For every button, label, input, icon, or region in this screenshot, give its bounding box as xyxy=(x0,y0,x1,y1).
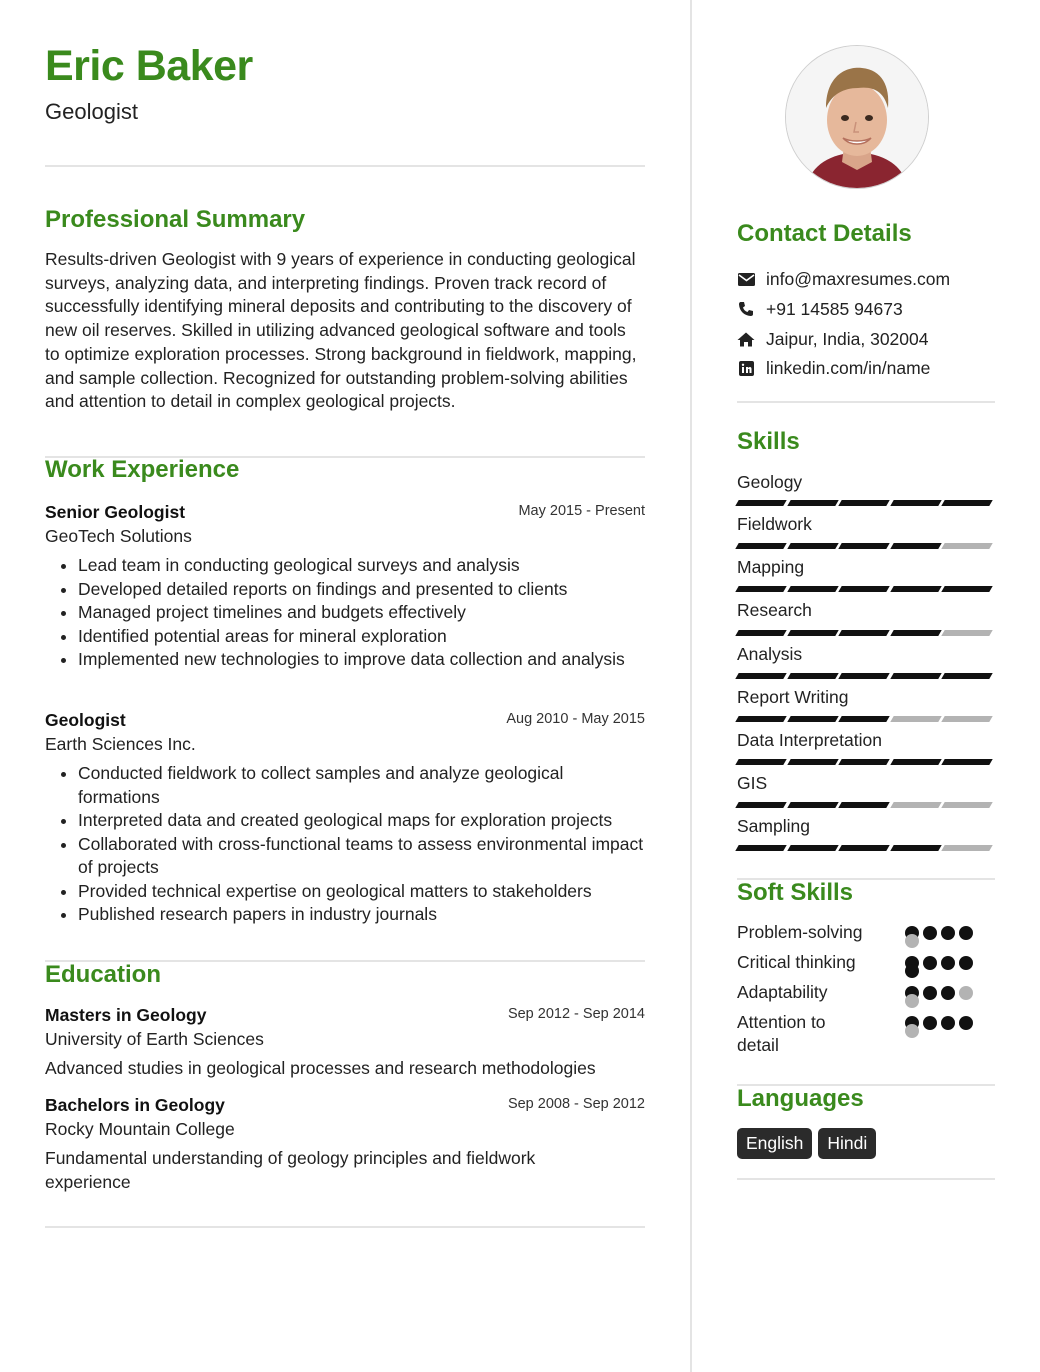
skill-bar-segment xyxy=(890,500,941,506)
skill-level-bar xyxy=(737,500,991,506)
soft-skill-dot xyxy=(959,956,973,970)
candidate-title: Geologist xyxy=(45,99,138,124)
skill-bar-segment xyxy=(838,716,889,722)
skill-bar-segment xyxy=(942,586,993,592)
soft-skill-dot xyxy=(905,934,919,948)
skill-item xyxy=(737,513,995,535)
skill-level-bar xyxy=(737,716,991,722)
soft-skill-name: Adaptability xyxy=(737,982,828,1002)
skill-bar-segment xyxy=(787,500,838,506)
home-icon xyxy=(737,330,755,348)
skill-bar-segment xyxy=(942,845,993,851)
linkedin-icon xyxy=(737,359,755,377)
skill-bar-segment xyxy=(838,586,889,592)
education-heading: Education xyxy=(45,961,162,988)
job-dates: May 2015 - Present xyxy=(518,503,645,519)
contact-address xyxy=(737,327,929,351)
language-tag: Hindi xyxy=(818,1128,876,1159)
contact-heading: Contact Details xyxy=(737,220,912,247)
job-entry xyxy=(45,708,645,927)
skill-bar-segment xyxy=(787,586,838,592)
skill-bar-segment xyxy=(890,845,941,851)
skill-level-bar xyxy=(737,630,991,636)
skill-level-bar xyxy=(737,543,991,549)
soft-skill-name: Critical thinking xyxy=(737,952,856,972)
skill-bar-segment xyxy=(942,802,993,808)
skill-bar-segment xyxy=(787,802,838,808)
soft-skill-dot xyxy=(959,926,973,940)
contact-phone[interactable] xyxy=(737,297,903,321)
soft-skill-dot xyxy=(941,1016,955,1030)
skill-bar-segment xyxy=(787,759,838,765)
job-bullets xyxy=(45,554,645,672)
job-bullet: • Lead team in conducting geological surveys and analysis xyxy=(78,554,645,578)
skill-bar-segment xyxy=(735,500,786,506)
job-bullet: • Published research papers in industry journals xyxy=(78,903,645,927)
education-description: Advanced studies in geological processes and research methodologies xyxy=(45,1058,596,1078)
candidate-name: Eric Baker xyxy=(45,42,253,90)
soft-skill-name: Attention to detail xyxy=(737,1012,826,1055)
languages-list xyxy=(737,1128,876,1159)
education-description: Fundamental understanding of geology principles and fieldwork experience xyxy=(45,1148,536,1192)
skill-bar-segment xyxy=(838,543,889,549)
skill-bar-segment xyxy=(890,673,941,679)
soft-skill-dot xyxy=(905,964,919,978)
job-dates: Aug 2010 - May 2015 xyxy=(506,711,645,727)
education-school: University of Earth Sciences xyxy=(45,1029,264,1049)
skill-bar-segment xyxy=(735,845,786,851)
education-divider xyxy=(45,1226,645,1228)
soft-skill-dot xyxy=(923,956,937,970)
contact-linkedin-text[interactable]: linkedin.com/in/name xyxy=(766,357,931,378)
skill-bar-segment xyxy=(787,716,838,722)
job-bullets xyxy=(45,762,645,927)
skill-bar-segment xyxy=(890,759,941,765)
skills-heading: Skills xyxy=(737,428,800,455)
contact-email-text[interactable]: info@maxresumes.com xyxy=(766,268,951,289)
language-tag: English xyxy=(737,1128,812,1159)
profile-photo-illustration xyxy=(786,46,928,188)
soft-skill-dot xyxy=(905,994,919,1008)
skill-level-bar xyxy=(737,586,991,592)
skill-item xyxy=(737,556,995,578)
skill-bar-segment xyxy=(838,630,889,636)
education-entry xyxy=(45,1093,645,1194)
skill-name: Fieldwork xyxy=(737,514,812,534)
summary-heading: Professional Summary xyxy=(45,206,306,233)
skill-name: Analysis xyxy=(737,644,803,664)
skill-bar-segment xyxy=(838,500,889,506)
skill-bar-segment xyxy=(890,630,941,636)
envelope-icon xyxy=(737,270,755,288)
skill-level-bar xyxy=(737,673,991,679)
skill-bar-segment xyxy=(735,673,786,679)
skill-name: Report Writing xyxy=(737,687,849,707)
job-bullet: • Conducted fieldwork to collect samples and analyze geological formations xyxy=(78,762,645,809)
soft-skill-dot xyxy=(941,956,955,970)
header-divider xyxy=(45,165,645,167)
soft-skill-dot xyxy=(923,1016,937,1030)
skill-bar-segment xyxy=(838,759,889,765)
skill-item xyxy=(737,471,995,493)
languages-heading: Languages xyxy=(737,1085,864,1112)
education-entry xyxy=(45,1003,645,1080)
skill-bar-segment xyxy=(890,716,941,722)
skill-bar-segment xyxy=(942,500,993,506)
job-bullet: • Implemented new technologies to improve data collection and analysis xyxy=(78,648,645,672)
skill-bar-segment xyxy=(942,673,993,679)
skill-bar-segment xyxy=(735,759,786,765)
education-degree: Masters in Geology xyxy=(45,1005,207,1025)
soft-skill-rating xyxy=(905,986,985,1002)
skill-name: Geology xyxy=(737,472,803,492)
soft-skill-dot xyxy=(923,926,937,940)
job-bullet: • Managed project timelines and budgets effectively xyxy=(78,601,645,625)
education-dates: Sep 2008 - Sep 2012 xyxy=(507,1096,645,1112)
contact-address-text: Jaipur, India, 302004 xyxy=(766,328,929,349)
skill-bar-segment xyxy=(735,586,786,592)
skill-bar-segment xyxy=(838,673,889,679)
skill-bar-segment xyxy=(890,802,941,808)
skill-item xyxy=(737,599,995,621)
job-bullet: • Provided technical expertise on geological matters to stakeholders xyxy=(78,880,645,904)
skill-name: Data Interpretation xyxy=(737,730,882,750)
job-bullet: • Identified potential areas for mineral exploration xyxy=(78,625,645,649)
skill-name: Research xyxy=(737,600,812,620)
skill-bar-segment xyxy=(838,802,889,808)
skill-bar-segment xyxy=(890,543,941,549)
job-company: GeoTech Solutions xyxy=(45,526,192,546)
job-company: Earth Sciences Inc. xyxy=(45,734,196,754)
soft-skills-heading: Soft Skills xyxy=(737,879,854,906)
soft-skill-name: Problem-solving xyxy=(737,922,863,942)
soft-skill-rating xyxy=(905,1016,985,1032)
experience-heading: Work Experience xyxy=(45,456,240,483)
skill-bar-segment xyxy=(942,630,993,636)
contact-phone-text[interactable]: +91 14585 94673 xyxy=(766,298,903,319)
soft-skill-dot xyxy=(959,1016,973,1030)
skill-item xyxy=(737,772,995,794)
soft-skill-dot xyxy=(905,1024,919,1038)
skill-bar-segment xyxy=(942,759,993,765)
soft-skill-dot xyxy=(941,926,955,940)
skill-bar-segment xyxy=(942,543,993,549)
skill-bar-segment xyxy=(735,716,786,722)
skill-bar-segment xyxy=(838,845,889,851)
phone-icon xyxy=(737,300,755,318)
contact-email[interactable] xyxy=(737,267,950,291)
skill-bar-segment xyxy=(787,673,838,679)
job-entry xyxy=(45,500,645,672)
skill-bar-segment xyxy=(735,543,786,549)
skill-name: GIS xyxy=(737,773,768,793)
education-dates: Sep 2012 - Sep 2014 xyxy=(507,1006,645,1022)
skill-name: Mapping xyxy=(737,557,805,577)
profile-photo xyxy=(785,45,929,189)
job-bullet: • Interpreted data and created geological maps for exploration projects xyxy=(78,809,645,833)
education-school: Rocky Mountain College xyxy=(45,1119,235,1139)
skill-item xyxy=(737,643,995,665)
soft-skill-dot xyxy=(959,986,973,1000)
skill-item xyxy=(737,815,995,837)
skill-bar-segment xyxy=(890,586,941,592)
contact-divider xyxy=(737,401,995,403)
education-degree: Bachelors in Geology xyxy=(45,1095,225,1115)
skill-bar-segment xyxy=(735,802,786,808)
skill-name: Sampling xyxy=(737,816,810,836)
skill-bar-segment xyxy=(787,543,838,549)
skill-bar-segment xyxy=(735,630,786,636)
skill-bar-segment xyxy=(942,716,993,722)
skill-level-bar xyxy=(737,802,991,808)
languages-divider xyxy=(737,1178,995,1180)
skill-item xyxy=(737,686,995,708)
skill-bar-segment xyxy=(787,845,838,851)
soft-skill-rating xyxy=(905,956,985,972)
soft-skill-rating xyxy=(905,926,985,942)
job-role: Senior Geologist xyxy=(45,502,186,522)
soft-skill-dot xyxy=(941,986,955,1000)
column-divider xyxy=(690,0,692,1372)
job-bullet: • Developed detailed reports on findings and presented to clients xyxy=(78,578,645,602)
soft-skill-dot xyxy=(923,986,937,1000)
job-bullet: • Collaborated with cross-functional teams to assess environmental impact of projects xyxy=(78,833,645,880)
skill-level-bar xyxy=(737,845,991,851)
summary-text: Results-driven Geologist with 9 years of experience in conducting geological surveys, analyzing data, and interpreting findings. Proven track record of successfully identifying mineral deposits and contributing to the discovery of new oil reserves. Skilled in utilizing advanced geological software and tools to optimize exploration processes. Strong background in fieldwork, mapping, and sample collection. Recognized for outstanding problem-solving abilities and attention to detail in complex geological projects. xyxy=(45,249,637,412)
skill-level-bar xyxy=(737,759,991,765)
skill-bar-segment xyxy=(787,630,838,636)
skill-item xyxy=(737,729,995,751)
contact-linkedin[interactable] xyxy=(737,356,930,380)
job-role: Geologist xyxy=(45,710,126,730)
